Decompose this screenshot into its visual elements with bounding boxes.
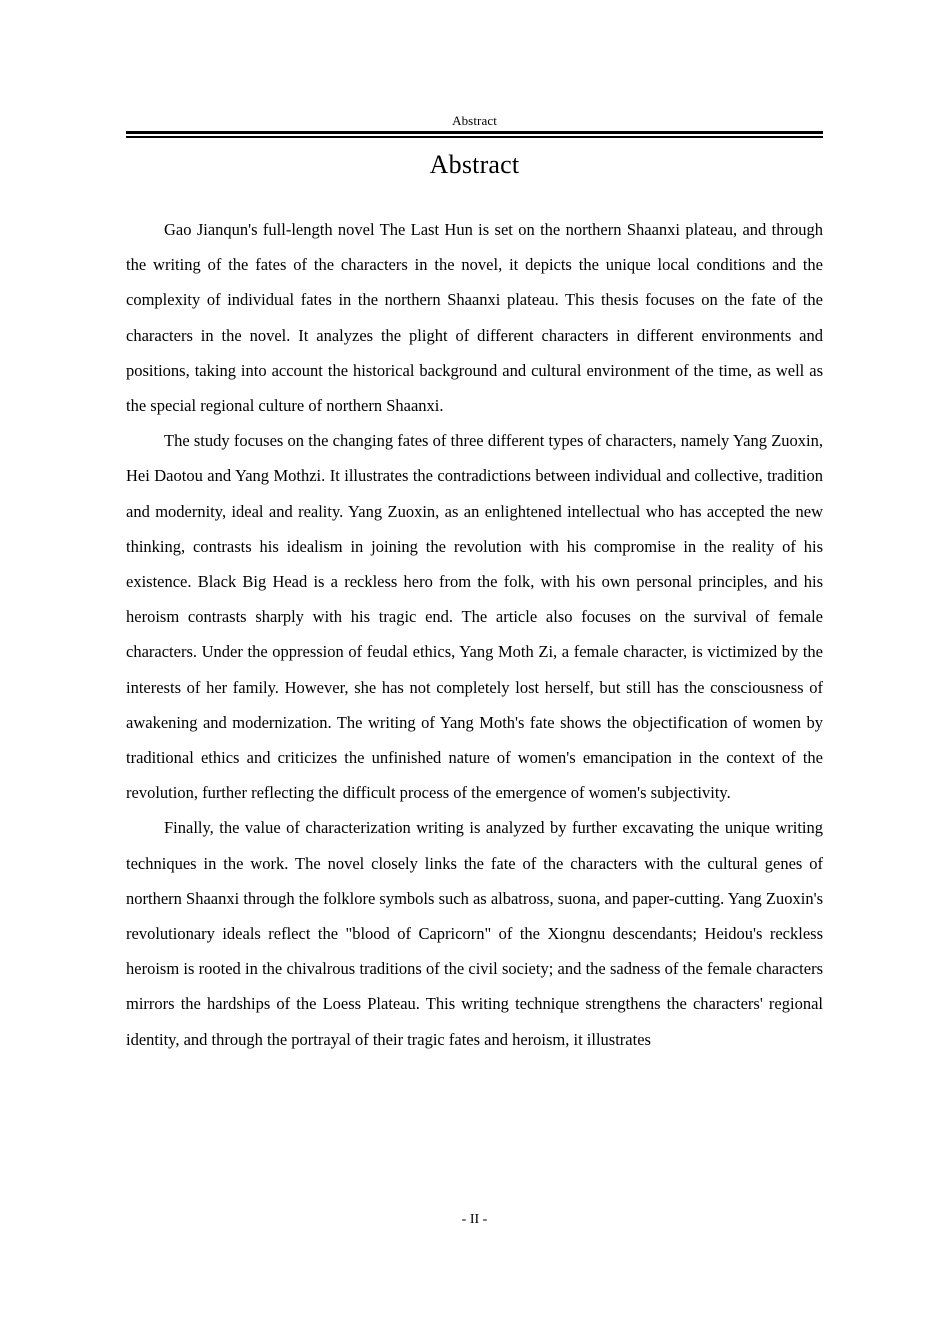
- page-number-footer: - II -: [461, 1212, 488, 1227]
- abstract-paragraph-1: Gao Jianqun's full-length novel The Last Hun is set on the northern Shaanxi plateau, and through the writing of the fates of the characters in the novel, it depicts the unique local conditions and the complexity of individual fates in the northern Shaanxi plateau. This thesis focuses on the fate of the characters in the novel. It analyzes the plight of different characters in different environments and positions, taking into account the historical background and cultural environment of the time, as well as the special regional culture of northern Shaanxi.: [126, 220, 823, 416]
- page-title: Abstract: [429, 150, 520, 179]
- header-rule-thin: [126, 136, 823, 138]
- abstract-body: [126, 212, 823, 1057]
- running-header: Abstract: [452, 113, 497, 128]
- abstract-paragraph-2: The study focuses on the changing fates of three different types of characters, namely Yang Zuoxin, Hei Daotou and Yang Mothzi. It illustrates the contradictions between individual and collective, tradition and modernity, ideal and reality. Yang Zuoxin, as an enlightened intellectual who has accepted the new thinking, contrasts his idealism in joining the revolution with his compromise in the reality of his existence. Black Big Head is a reckless hero from the folk, with his own personal principles, and his heroism contrasts sharply with his tragic end. The article also focuses on the survival of female characters. Under the oppression of feudal ethics, Yang Moth Zi, a female character, is victimized by the interests of her family. However, she has not completely lost herself, but still has the consciousness of awakening and modernization. The writing of Yang Moth's fate shows the objectification of women by traditional ethics and criticizes the unfinished nature of women's emancipation in the context of the revolution, further reflecting the difficult process of the emergence of women's subjectivity.: [126, 431, 823, 803]
- abstract-paragraph-3: Finally, the value of characterization writing is analyzed by further excavating the unique writing techniques in the work. The novel closely links the fate of the characters with the cultural genes of northern Shaanxi through the folklore symbols such as albatross, suona, and paper-cutting. Yang Zuoxin's revolutionary ideals reflect the "blood of Capricorn" of the Xiongnu descendants; Heidou's reckless heroism is rooted in the chivalrous traditions of the civil society; and the sadness of the female characters mirrors the hardships of the Loess Plateau. This writing technique strengthens the characters' regional identity, and through the portrayal of their tragic fates and heroism, it illustrates: [126, 818, 823, 1049]
- header-double-rule: [126, 131, 823, 138]
